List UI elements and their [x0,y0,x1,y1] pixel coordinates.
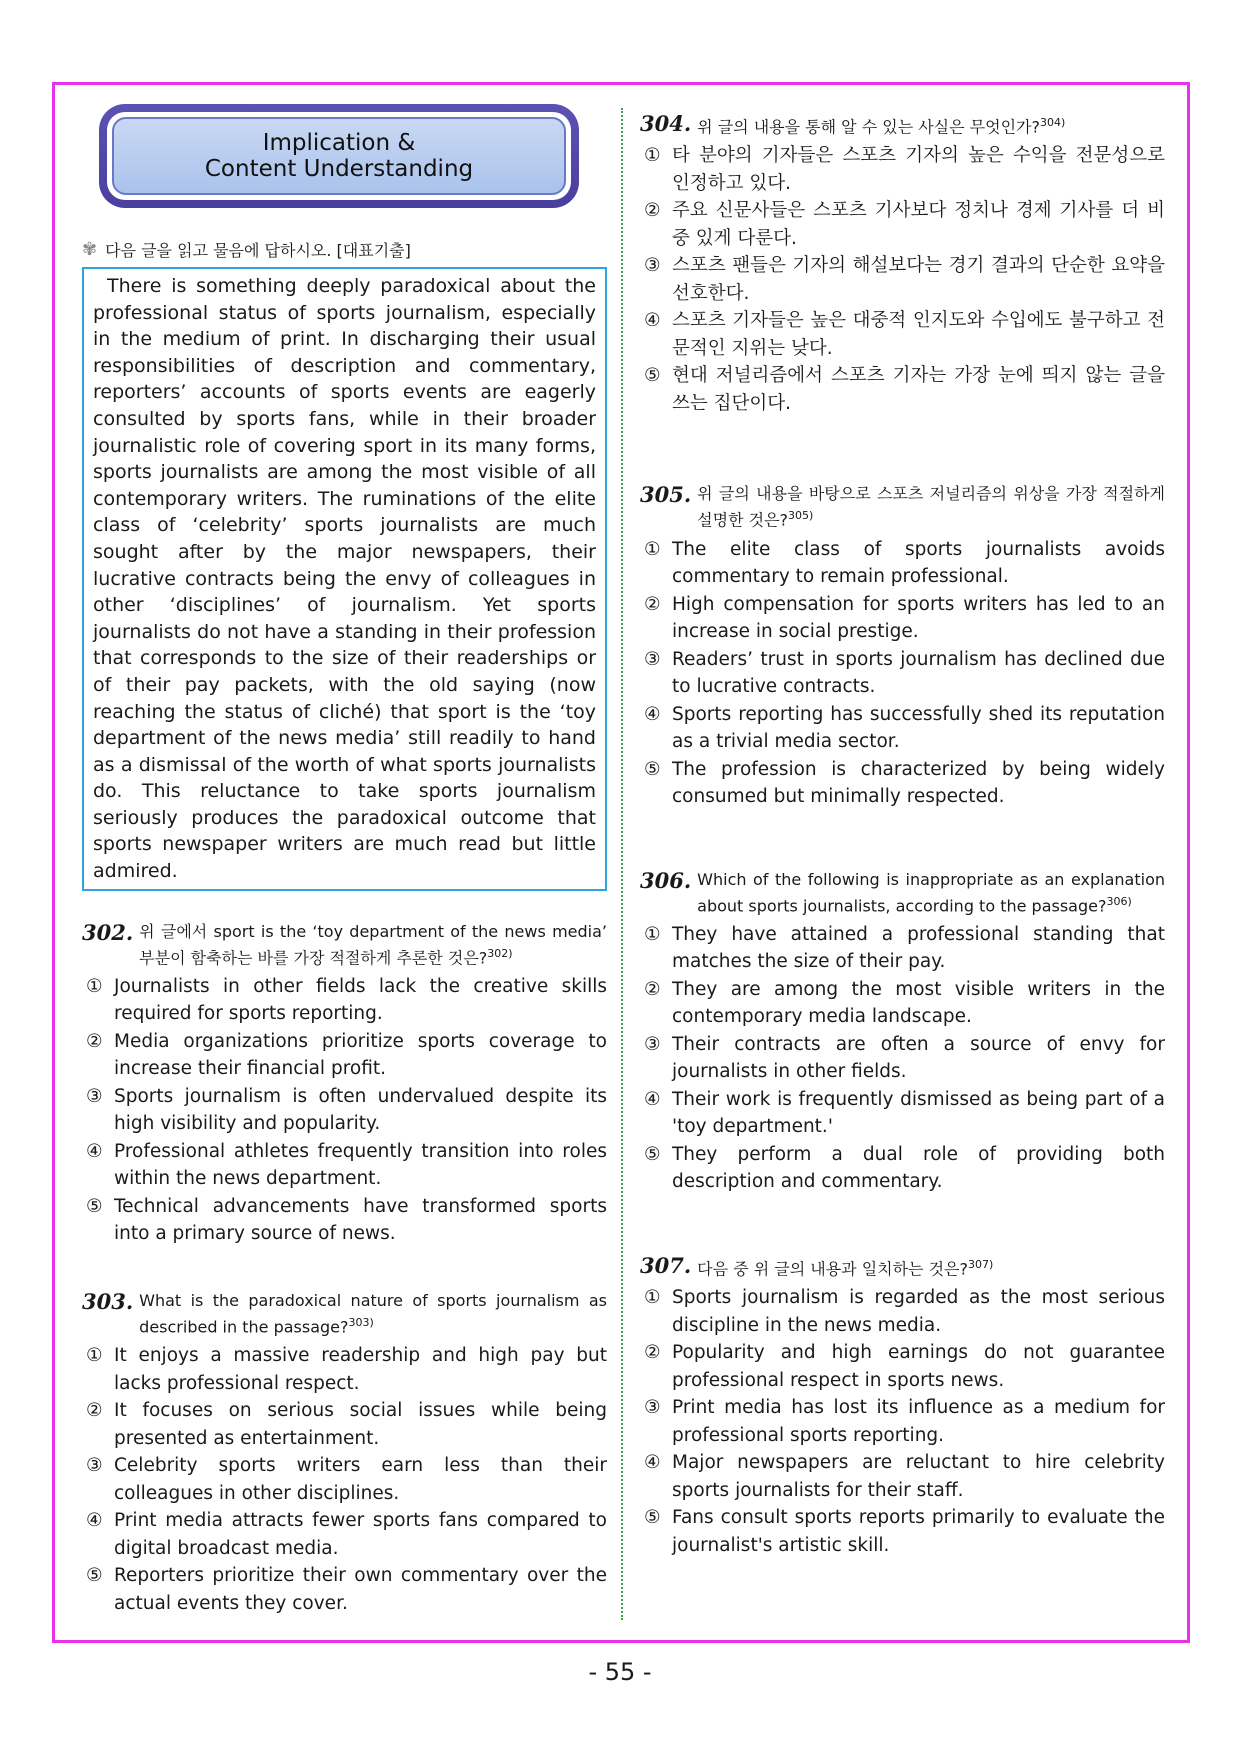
answer-option[interactable]: ① 타 분야의 기자들은 스포츠 기자의 높은 수익을 전문성으로 인정하고 있다. [644,145,1165,194]
question-304 [640,112,1165,417]
question-text: Which of the following is inappropriate as an explanation about sports journalists, according to the passage?$^{306)}$ [697,869,1165,915]
question-text: 다음 중 위 글의 내용과 일치하는 것은?$^{307)}$ [697,1257,994,1279]
answer-option[interactable]: ③ Celebrity sports writers earn less than their colleagues in other disciplines. [86,1455,607,1504]
answer-option[interactable]: ⑤ They perform a dual role of providing both description and commentary. [644,1143,1165,1193]
question-302 [82,921,607,1248]
column-divider [621,108,623,1620]
answer-option[interactable]: ④ Print media attracts fewer sports fans compared to digital broadcast media. [86,1510,607,1559]
answer-option[interactable]: ④ Major newspapers are reluctant to hire celebrity sports journalists for their staff. [644,1452,1165,1501]
instruction [82,238,607,261]
question-number: 304. [640,111,692,136]
flower-bullet-icon: ✾ [82,239,98,260]
answer-option[interactable]: ② Popularity and high earnings do not guarantee professional respect in sports news. [644,1342,1165,1391]
answer-option[interactable]: ③ Print media has lost its influence as a medium for professional sports reporting. [644,1397,1165,1446]
answer-option[interactable]: ② It focuses on serious social issues while being presented as entertainment. [86,1400,607,1449]
answer-option[interactable]: ⑤ The profession is characterized by being widely consumed but minimally respected. [644,758,1165,808]
answer-option[interactable]: ② 주요 신문사들은 스포츠 기사보다 정치나 경제 기사를 더 비중 있게 다룬다. [644,200,1165,249]
page-number: - 55 - [588,1658,652,1686]
section-title-line1: Implication & [262,130,416,156]
question-text: 위 글의 내용을 바탕으로 스포츠 저널리즘의 위상을 가장 적절하게 설명한 것은?$^{305)}$ [697,484,1165,530]
section-title-line2: Content Understanding [204,156,474,182]
answer-option[interactable]: ③ Their contracts are often a source of envy for journalists in other fields. [644,1033,1165,1083]
question-text: What is the paradoxical nature of sports journalism as described in the passage?$^{303)}$ [139,1290,607,1337]
question-307 [640,1254,1165,1559]
answer-option[interactable]: ④ Their work is frequently dismissed as being part of a 'toy department.' [644,1088,1165,1138]
answer-option[interactable]: ② They are among the most visible writers in the contemporary media landscape. [644,978,1165,1028]
question-text: 위 글의 내용을 통해 알 수 있는 사실은 무엇인가?$^{304)}$ [697,116,1066,137]
question-text: 위 글에서 sport is the ‘toy department of the news media’ 부분이 함축하는 바를 가장 적절하게 추론한 것은?$^{302)}$ [139,921,607,967]
question-number: 306. [640,867,692,893]
answer-option[interactable]: ⑤ Reporters prioritize their own commentary over the actual events they cover. [86,1565,607,1614]
answer-option[interactable]: ④ Sports reporting has successfully shed its reputation as a trivial media sector. [644,703,1165,753]
question-number: 307. [640,1252,692,1278]
answer-option[interactable]: ③ Readers’ trust in sports journalism has declined due to lucrative contracts. [644,648,1165,698]
right-column [640,112,1165,1559]
answer-option[interactable]: ① The elite class of sports journalists avoids commentary to remain professional. [644,538,1165,588]
answer-option[interactable]: ① Sports journalism is regarded as the most serious discipline in the news media. [644,1287,1165,1336]
question-number: 305. [640,482,692,508]
answer-option[interactable]: ① It enjoys a massive readership and high pay but lacks professional respect. [86,1345,607,1394]
question-number: 303. [82,1288,134,1314]
question-303 [82,1290,607,1617]
answer-option[interactable]: ② Media organizations prioritize sports coverage to increase their financial profit. [86,1030,607,1080]
question-number: 302. [82,919,134,945]
answer-option[interactable]: ④ Professional athletes frequently transition into roles within the news department. [86,1140,607,1190]
answer-option[interactable]: ④ 스포츠 기자들은 높은 대중적 인지도와 수입에도 불구하고 전문적인 지위는 낮다. [644,310,1165,359]
answer-option[interactable]: ① Journalists in other fields lack the creative skills required for sports reporting. [86,975,607,1025]
answer-option[interactable]: ⑤ Technical advancements have transformed sports into a primary source of news. [86,1195,607,1245]
answer-option[interactable]: ③ 스포츠 팬들은 기자의 해설보다는 경기 결과의 단순한 요약을 선호한다. [644,255,1165,304]
answer-option[interactable]: ⑤ Fans consult sports reports primarily to evaluate the journalist's artistic skill. [644,1507,1165,1556]
left-column [82,104,607,1617]
answer-option[interactable]: ② High compensation for sports writers has led to an increase in social prestige. [644,593,1165,643]
answer-option[interactable]: ① They have attained a professional standing that matches the size of their pay. [644,923,1165,973]
answer-option[interactable]: ⑤ 현대 저널리즘에서 스포츠 기자는 가장 눈에 띄지 않는 글을 쓰는 집단이다. [644,365,1165,414]
answer-option[interactable]: ③ Sports journalism is often undervalued despite its high visibility and popularity. [86,1085,607,1135]
section-title-badge [99,104,579,208]
question-305 [640,483,1165,810]
passage-text: There is something deeply paradoxical about the professional status of sports journalism, especially in the medium of print. In discharging their usual responsibilities of description and commentary, reporters’ accounts of sports events are eagerly consulted by sports fans, while in their broader journalistic role of covering sport in its many forms, sports journalists are among the most visible of all contemporary writers. The ruminations of the elite class of ‘celebrity’ sports journalists are much sought after by the major newspapers, their lucrative contracts being the envy of colleagues in other ‘disciplines’ of journalism. Yet sports journalists do not have a standing in their profession that corresponds to the size of their readerships or of their pay packets, with the old saying (now reaching the status of cliché) that sport is the ‘toy department of the news media’ still readily to hand as a dismissal of the worth of what sports journalists do. This reluctance to take sports journalism seriously produces the paradoxical outcome that sports newspaper writers are much read but little admired. [93,275,596,883]
reading-passage [82,267,607,891]
question-306 [640,869,1165,1196]
instruction-text: 다음 글을 읽고 물음에 답하시오. [대표기출] [105,241,411,260]
